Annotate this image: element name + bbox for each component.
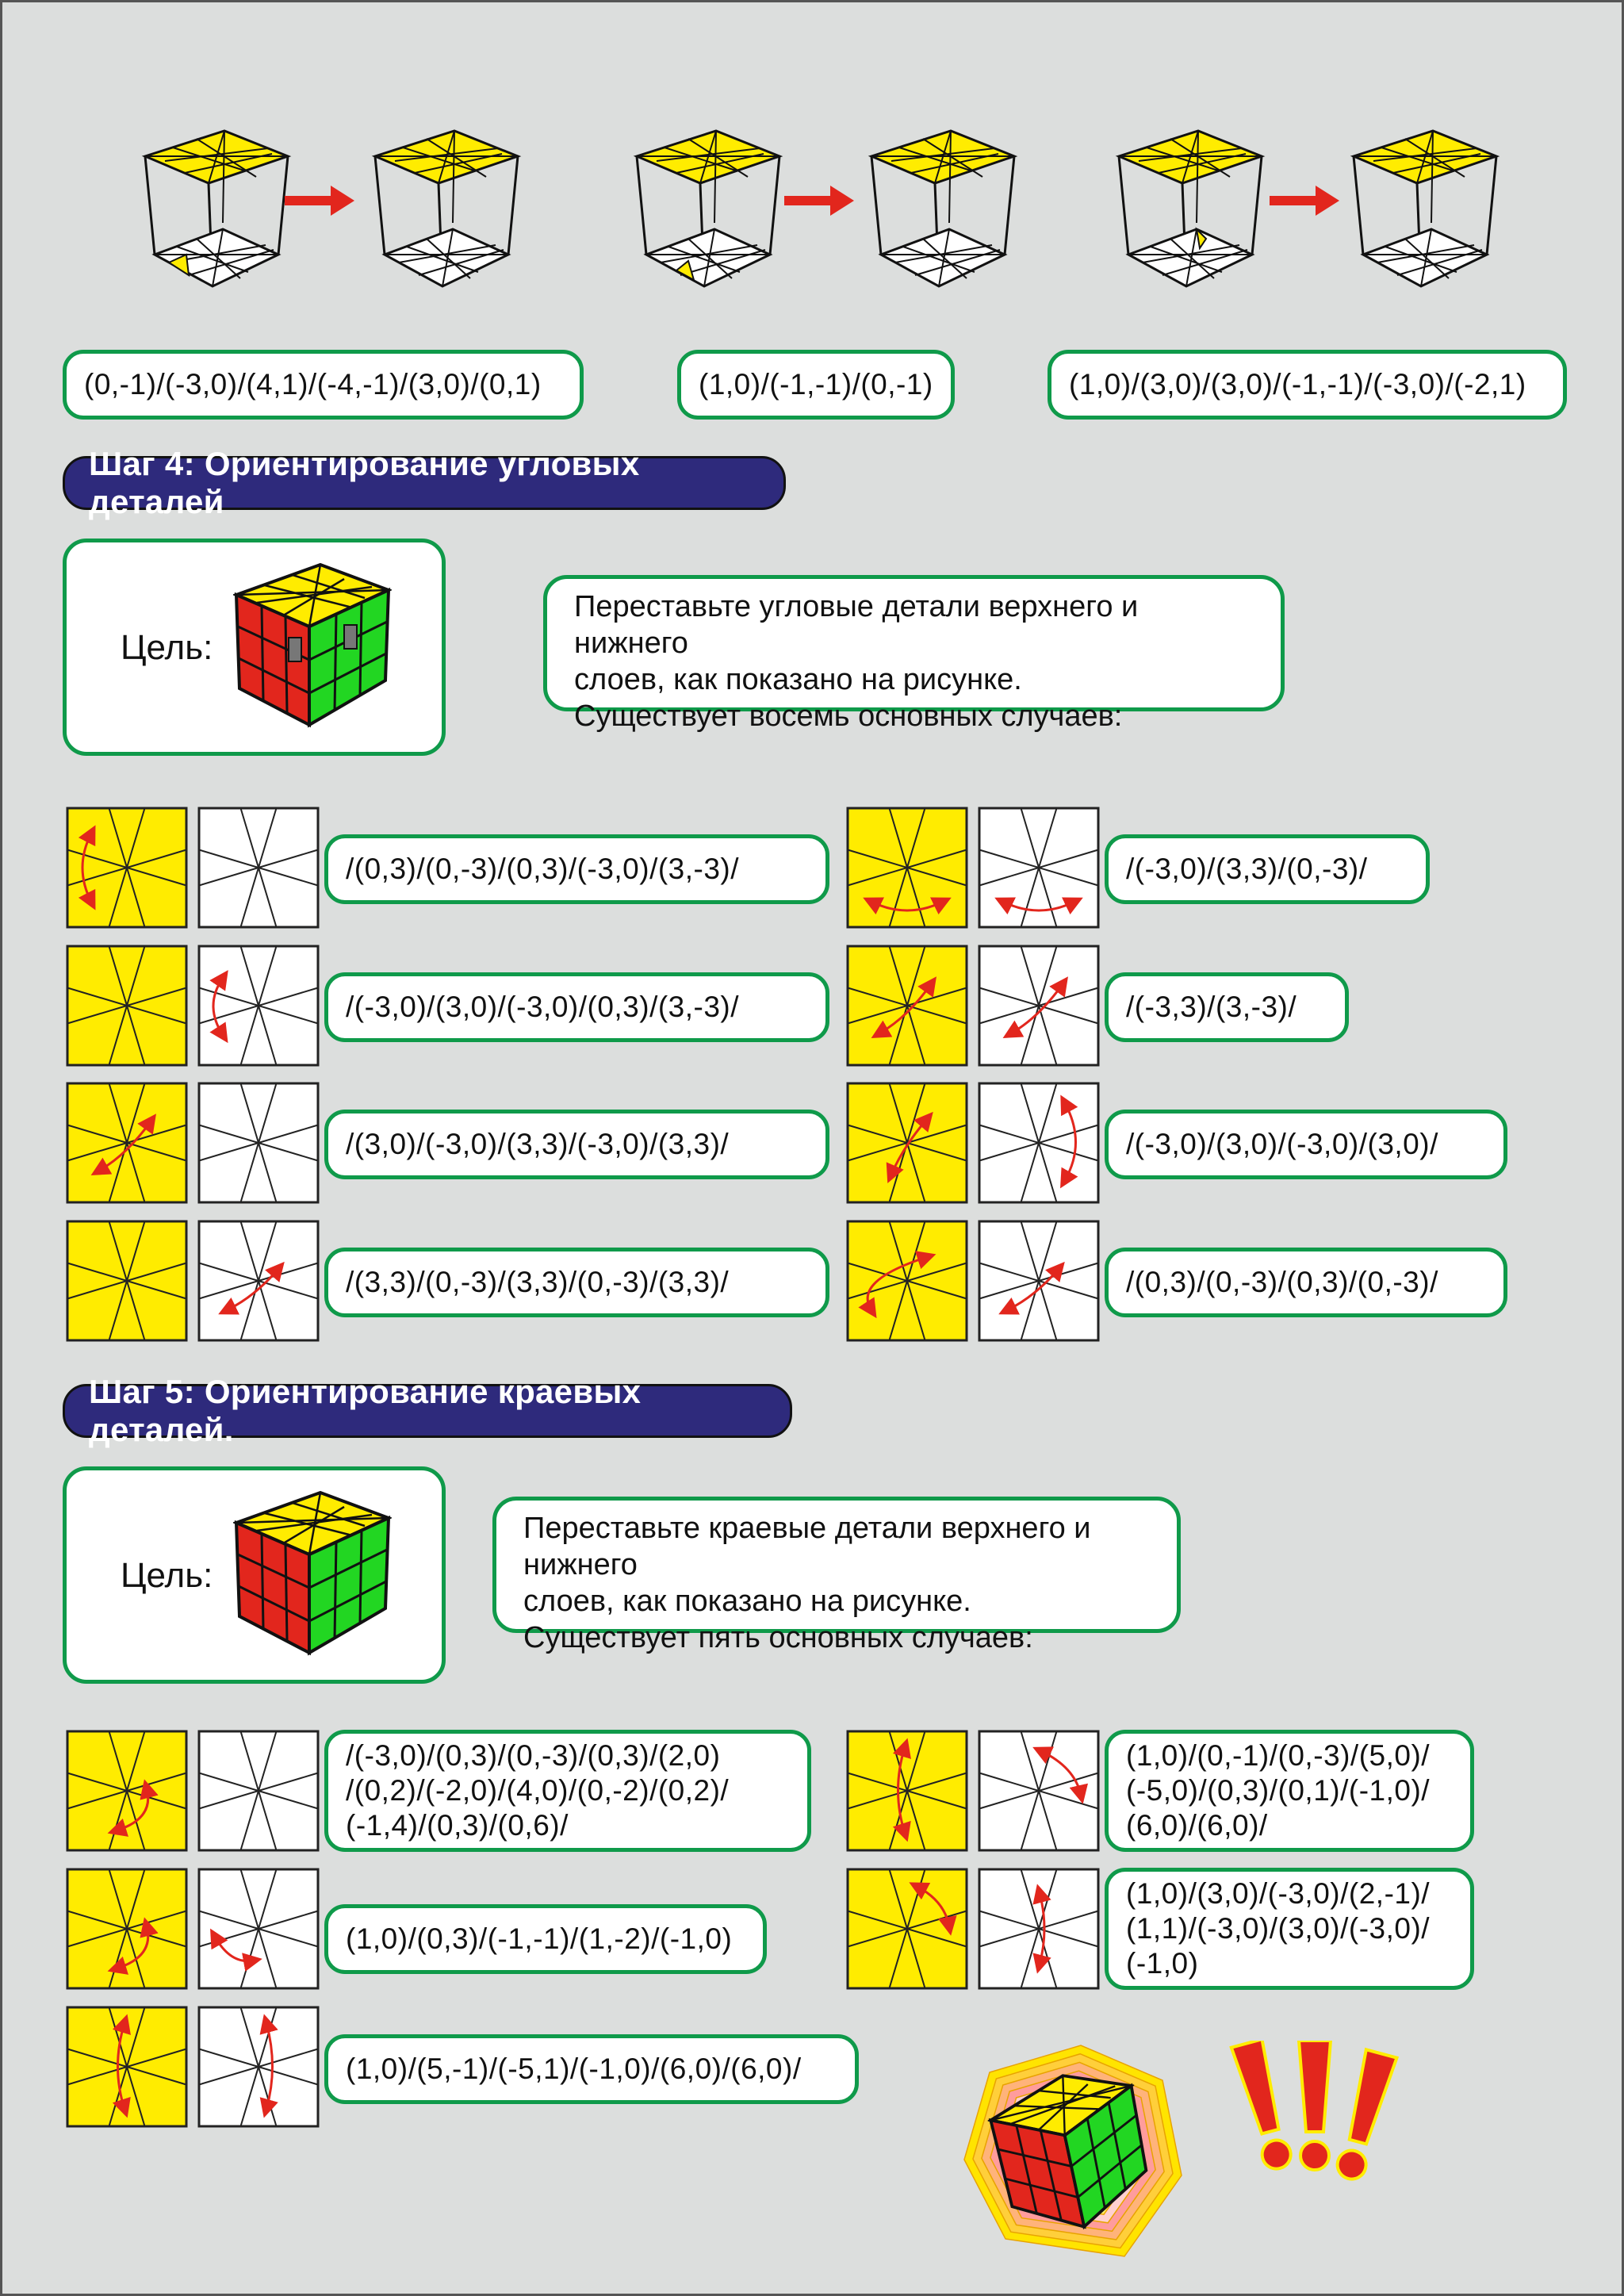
cube-body [981,2058,1161,2244]
step5-algorithm-3: (1,0)/(0,3)/(-1,-1)/(1,-2)/(-1,0) [324,1904,767,1974]
square-face-icon [66,2006,188,2128]
cube-diagram-icon [367,128,526,294]
cube-diagram-icon [629,128,787,294]
square-face-icon [846,1868,968,1990]
square-face-icon [846,1220,968,1342]
square-face-icon [978,807,1100,929]
step4-title: Шаг 4: Ориентирование угловых деталей [63,456,786,510]
square-face-icon [846,1730,968,1852]
square-face-icon [846,807,968,929]
square-face-icon [978,1082,1100,1204]
cube-diagram-icon [137,128,296,294]
step5-description: Переставьте краевые детали верхнего и нижнего слоев, как показано на рисунке. Существует пять основных случаев: [492,1497,1181,1633]
step5-goal-label: Цель: [121,1556,213,1595]
step5-title: Шаг 5: Ориентирование краевых деталей. [63,1384,792,1438]
square-face-icon [197,945,320,1067]
square-face-icon [66,1868,188,1990]
step4-description: Переставьте угловые детали верхнего и нижнего слоев, как показано на рисунке. Существует восемь основных случаев: [543,575,1285,711]
step5-algorithm-1: /(-3,0)/(0,3)/(0,-3)/(0,3)/(2,0) /(0,2)/(-2,0)/(4,0)/(0,-2)/(0,2)/ (-1,4)/(0,3)/(0,6)/ [324,1730,811,1852]
step4-algorithm-4: /(-3,3)/(3,-3)/ [1105,972,1349,1042]
step3-algorithm-2: (1,0)/(-1,-1)/(0,-1) [677,350,955,420]
square-face-icon [197,1730,320,1852]
solved-cube-icon [233,562,392,728]
square-face-icon [66,945,188,1067]
square-face-icon [197,2006,320,2128]
step4-algorithm-5: /(3,0)/(-3,0)/(3,3)/(-3,0)/(3,3)/ [324,1110,829,1179]
solved-cube-icon [233,1489,392,1656]
square-face-icon [846,1082,968,1204]
square-face-icon [978,1220,1100,1342]
square-face-icon [66,1082,188,1204]
square-face-icon [846,945,968,1067]
step3-algorithm-3: (1,0)/(3,0)/(3,0)/(-1,-1)/(-3,0)/(-2,1) [1048,350,1567,420]
cube-body [233,1489,392,1656]
red-arrow-icon [1270,181,1341,220]
step4-algorithm-1: /(0,3)/(0,-3)/(0,3)/(-3,0)/(3,-3)/ [324,834,829,904]
step5-algorithm-5: (1,0)/(5,-1)/(-5,1)/(-1,0)/(6,0)/(6,0)/ [324,2034,859,2104]
square-face-icon [66,1220,188,1342]
step3-algorithm-1: (0,-1)/(-3,0)/(4,1)/(-4,-1)/(3,0)/(0,1) [63,350,584,420]
red-arrow-icon [784,181,856,220]
solved-cube-icon [958,2041,1188,2263]
red-arrow-icon [285,181,356,220]
step5-algorithm-4: (1,0)/(3,0)/(-3,0)/(2,-1)/ (1,1)/(-3,0)/(3,0)/(-3,0)/ (-1,0) [1105,1868,1474,1990]
step4-algorithm-7: /(3,3)/(0,-3)/(3,3)/(0,-3)/(3,3)/ [324,1248,829,1317]
cube-diagram-icon [864,128,1022,294]
exclamation-marks-icon [1204,2041,1402,2183]
square-face-icon [66,807,188,929]
step4-goal-box [63,539,446,756]
step5-goal-box [63,1466,446,1684]
step4-goal-label: Цель: [121,628,213,667]
step5-algorithm-2: (1,0)/(0,-1)/(0,-3)/(5,0)/ (-5,0)/(0,3)/(0,1)/(-1,0)/ (6,0)/(6,0)/ [1105,1730,1474,1852]
step4-algorithm-8: /(0,3)/(0,-3)/(0,3)/(0,-3)/ [1105,1248,1507,1317]
square-face-icon [197,1868,320,1990]
cube-diagram-icon [1111,128,1270,294]
step4-algorithm-6: /(-3,0)/(3,0)/(-3,0)/(3,0)/ [1105,1110,1507,1179]
step4-algorithm-2: /(-3,0)/(3,3)/(0,-3)/ [1105,834,1430,904]
square-face-icon [197,1082,320,1204]
square-face-icon [978,1868,1100,1990]
step4-algorithm-3: /(-3,0)/(3,0)/(-3,0)/(0,3)/(3,-3)/ [324,972,829,1042]
cube-body [233,562,392,728]
square-face-icon [978,1730,1100,1852]
square-face-icon [197,807,320,929]
cube-diagram-icon [1346,128,1504,294]
square-face-icon [978,945,1100,1067]
square-face-icon [66,1730,188,1852]
square-face-icon [197,1220,320,1342]
